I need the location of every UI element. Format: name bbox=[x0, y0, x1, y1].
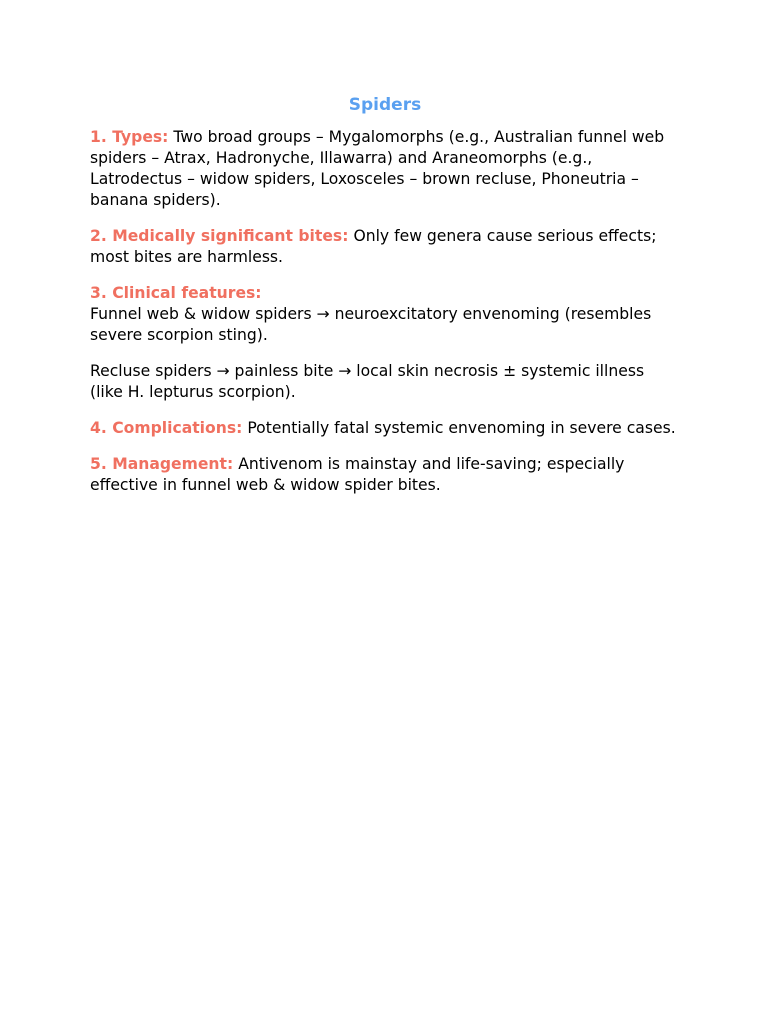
section-heading: 4. Complications: bbox=[90, 419, 243, 437]
section-complications bbox=[90, 418, 680, 439]
section-heading: 5. Management: bbox=[90, 455, 234, 473]
section-heading: 3. Clinical features: bbox=[90, 284, 262, 302]
section-heading: 1. Types: bbox=[90, 128, 169, 146]
document-page bbox=[90, 93, 680, 511]
section-text: Only few genera cause serious effects; most bites are harmless. bbox=[90, 227, 657, 266]
section-text: Potentially fatal systemic envenoming in severe cases. bbox=[247, 419, 676, 437]
clinical-feature-line: Funnel web & widow spiders → neuroexcitatory envenoming (resembles severe scorpion sting). bbox=[90, 305, 652, 344]
page-title: Spiders bbox=[348, 95, 422, 115]
section-text: Antivenom is mainstay and life-saving; especially effective in funnel web & widow spider bites. bbox=[90, 455, 625, 494]
section-clinical-features-continued bbox=[90, 361, 680, 403]
section-types bbox=[90, 127, 680, 211]
section-management bbox=[90, 454, 680, 496]
section-medically-significant-bites bbox=[90, 226, 680, 268]
clinical-feature-line: Recluse spiders → painless bite → local skin necrosis ± systemic illness (like H. lepturus scorpion). bbox=[90, 362, 645, 401]
section-text: Two broad groups – Mygalomorphs (e.g., Australian funnel web spiders – Atrax, Hadronyche, Illawarra) and Araneomorphs (e.g., Latrodectus – widow spiders, Loxosceles – brown recluse, Phoneutria – banana spiders). bbox=[90, 128, 665, 209]
section-clinical-features bbox=[90, 283, 680, 346]
section-heading: 2. Medically significant bites: bbox=[90, 227, 349, 245]
